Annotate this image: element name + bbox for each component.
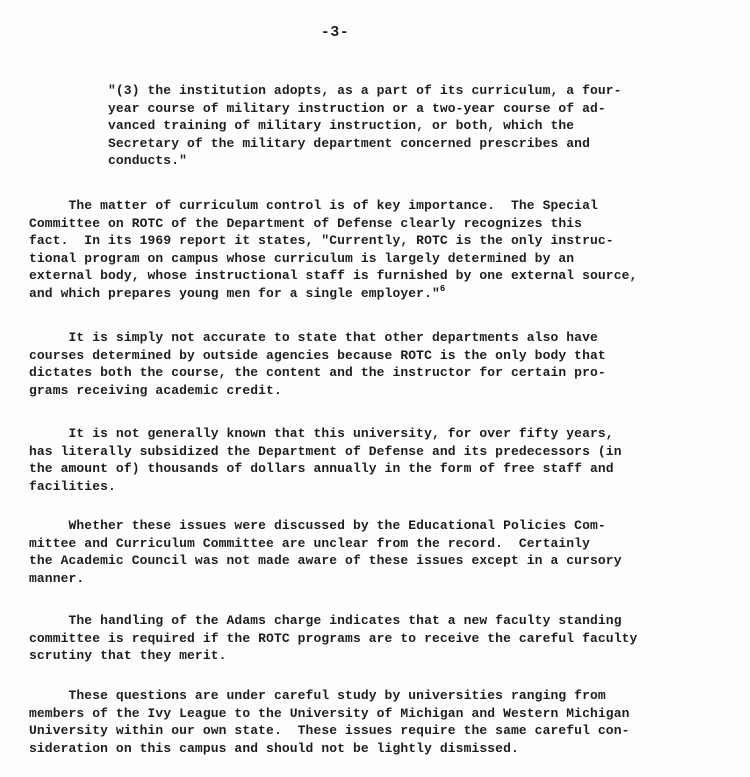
paragraph-line: external body, whose instructional staff is furnished by one external source, <box>29 268 638 283</box>
quote-line: year course of military instruction or a two-year course of ad- <box>108 100 606 116</box>
paragraph-committees <box>29 517 734 587</box>
paragraph-line: tional program on campus whose curriculum is largely determined by an <box>29 250 575 266</box>
paragraph-line: scrutiny that they merit. <box>29 648 227 663</box>
paragraph-universities <box>29 687 734 757</box>
quote-line: vanced training of military instruction, or both, which the <box>108 118 575 133</box>
paragraph-line: These questions are under careful study by universities ranging from <box>29 688 606 703</box>
paragraph-line <box>29 285 734 303</box>
paragraph-line: manner. <box>29 570 85 586</box>
page-number: -3- <box>320 24 350 41</box>
paragraph-line: The matter of curriculum control is of key importance. The Special <box>29 198 598 213</box>
quote-line: "(3) the institution adopts, as a part of its curriculum, a four- <box>108 83 622 98</box>
paragraph-outside-agencies <box>29 329 734 399</box>
footnote-marker: 6 <box>439 283 446 294</box>
paragraph-curriculum-control <box>29 197 734 302</box>
paragraph-line: dictates both the course, the content and the instructor for certain pro- <box>29 365 606 380</box>
quote-line: Secretary of the military department concerned prescribes and <box>108 135 590 151</box>
paragraph-line: It is not generally known that this university, for over fifty years, <box>29 426 614 441</box>
paragraph-line: University within our own state. These issues require the same careful con- <box>29 723 630 738</box>
paragraph-line: grams receiving academic credit. <box>29 382 282 398</box>
paragraph-line: Committee on ROTC of the Department of Defense clearly recognizes this <box>29 215 583 231</box>
paragraph-line: has literally subsidized the Department of Defense and its predecessors (in <box>29 443 622 459</box>
quote-line: conducts." <box>108 153 188 168</box>
paragraph-line: It is simply not accurate to state that other departments also have <box>29 330 598 345</box>
paragraph-line: sideration on this campus and should not be lightly dismissed. <box>29 740 519 756</box>
paragraph-line: The handling of the Adams charge indicates that a new faculty standing <box>29 613 622 628</box>
block-quote <box>108 82 708 170</box>
paragraph-line: Whether these issues were discussed by the Educational Policies Com- <box>29 518 606 533</box>
paragraph-line: mittee and Curriculum Committee are unclear from the record. Certainly <box>29 535 590 551</box>
paragraph-line: the amount of) thousands of dollars annually in the form of free staff and <box>29 461 614 476</box>
paragraph-subsidy <box>29 425 734 495</box>
paragraph-line: the Academic Council was not made aware of these issues except in a cursory <box>29 553 622 568</box>
paragraph-line: fact. In its 1969 report it states, "Currently, ROTC is the only instruc- <box>29 233 614 248</box>
paragraph-line-text: and which prepares young men for a single employer." <box>29 285 440 301</box>
paragraph-adams-charge <box>29 612 734 665</box>
paragraph-line: committee is required if the ROTC programs are to receive the careful faculty <box>29 630 638 646</box>
paragraph-line: courses determined by outside agencies because ROTC is the only body that <box>29 347 606 363</box>
paragraph-line: members of the Ivy League to the University of Michigan and Western Michigan <box>29 705 630 721</box>
paragraph-line: facilities. <box>29 478 116 494</box>
